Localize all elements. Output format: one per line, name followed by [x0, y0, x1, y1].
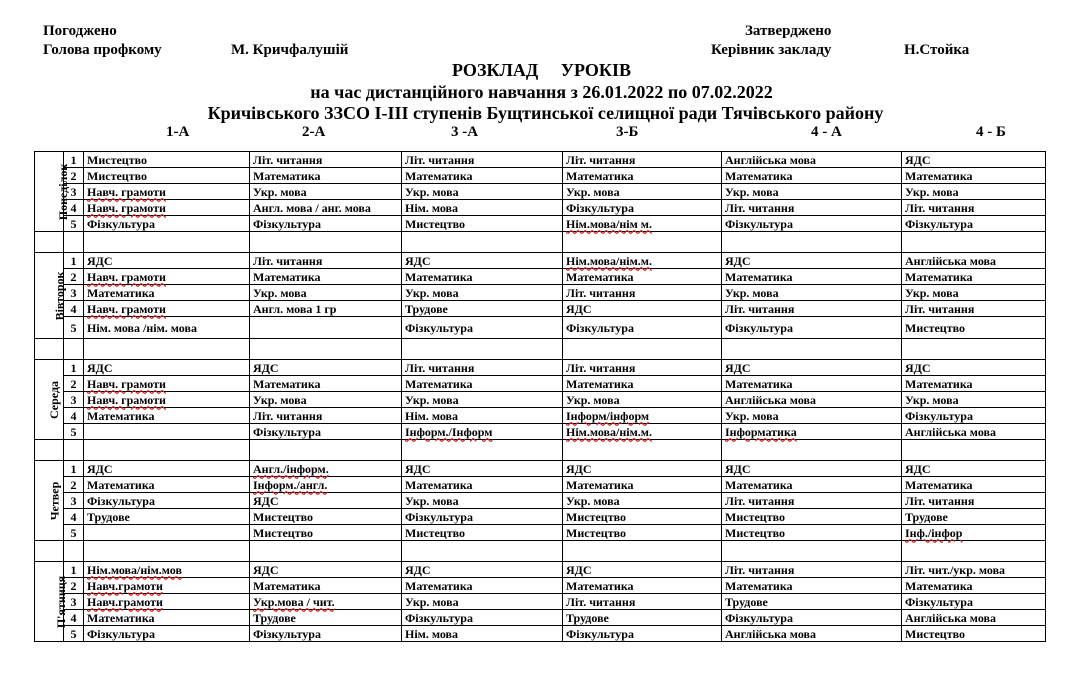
spacer-cell — [84, 541, 250, 562]
subject-cell: Фізкультура — [402, 317, 563, 339]
subject-cell: Навч.грамоти — [84, 594, 250, 610]
lesson-number: 4 — [64, 200, 84, 216]
subject-cell: Літ. читання — [902, 301, 1046, 317]
subject-cell: ЯДС — [563, 562, 722, 578]
subject-cell: Математика — [250, 269, 402, 285]
confirmed-label: Затверджено — [745, 23, 832, 39]
subject-cell: ЯДС — [250, 493, 402, 509]
subject-cell — [84, 525, 250, 541]
lesson-number: 1 — [64, 360, 84, 376]
subject-cell: Літ. читання — [563, 594, 722, 610]
subject-cell: ЯДС — [402, 562, 563, 578]
subject-cell: Інф./інфор — [902, 525, 1046, 541]
class-header-4a: 4 - А — [811, 124, 842, 140]
subject-cell: Нім. мова /нім. мова — [84, 317, 250, 339]
table-row — [35, 216, 1046, 232]
subject-cell: Математика — [722, 477, 902, 493]
subject-cell: Англ./інформ. — [250, 461, 402, 477]
subject-cell: Англійська мова — [902, 610, 1046, 626]
subject-cell: Навч. грамоти — [84, 301, 250, 317]
subject-cell: Укр. мова — [902, 392, 1046, 408]
spacer-cell — [35, 232, 64, 253]
spacer-cell — [563, 440, 722, 461]
subject-cell: Англійська мова — [722, 152, 902, 168]
lesson-number: 3 — [64, 392, 84, 408]
subject-cell: Укр. мова — [563, 184, 722, 200]
subject-cell: Літ. читання — [250, 152, 402, 168]
subject-cell: Фізкультура — [84, 626, 250, 642]
subject-cell: Навч. грамоти — [84, 200, 250, 216]
spacer-cell — [563, 339, 722, 360]
spacer-cell — [250, 232, 402, 253]
subject-cell: Математика — [563, 376, 722, 392]
class-header-4b: 4 - Б — [976, 124, 1006, 140]
class-header-3a: 3 -А — [451, 124, 479, 140]
table-row — [35, 562, 1046, 578]
subject-cell: Фізкультура — [250, 424, 402, 440]
day-label-cell — [35, 360, 64, 440]
subject-cell: Математика — [722, 168, 902, 184]
subject-cell: Нім.мова/нім.м. — [563, 424, 722, 440]
subject-cell: Укр. мова — [250, 285, 402, 301]
subject-cell: Мистецтво — [722, 525, 902, 541]
subject-cell: Математика — [402, 376, 563, 392]
lesson-number: 2 — [64, 269, 84, 285]
table-row — [35, 301, 1046, 317]
subject-cell: Фізкультура — [902, 408, 1046, 424]
table-row — [35, 477, 1046, 493]
lesson-number: 5 — [64, 626, 84, 642]
subject-cell: ЯДС — [563, 301, 722, 317]
subject-cell: ЯДС — [902, 360, 1046, 376]
subject-cell: Літ. читання — [402, 152, 563, 168]
lesson-number: 4 — [64, 509, 84, 525]
subject-cell: Мистецтво — [84, 152, 250, 168]
subject-cell: Фізкультура — [250, 626, 402, 642]
table-row — [35, 376, 1046, 392]
spacer-cell — [64, 440, 84, 461]
subject-cell: Укр. мова — [402, 594, 563, 610]
subject-cell: Фізкультура — [563, 200, 722, 216]
lesson-number: 1 — [64, 461, 84, 477]
subject-cell: Навч. грамоти — [84, 269, 250, 285]
subject-cell: Укр. мова — [902, 184, 1046, 200]
day-label: Понеділок — [56, 163, 71, 220]
confirmed-name: Н.Стойка — [904, 42, 970, 58]
subject-cell: Фізкультура — [563, 317, 722, 339]
lesson-number: 2 — [64, 168, 84, 184]
lesson-number: 2 — [64, 477, 84, 493]
subject-cell: Англійська мова — [722, 392, 902, 408]
subject-cell: Літ. читання — [722, 562, 902, 578]
spacer-cell — [250, 541, 402, 562]
subject-cell: Укр.мова / чит. — [250, 594, 402, 610]
class-header-3b: 3-Б — [616, 124, 639, 140]
approved-label: Погоджено — [43, 23, 117, 39]
spacer-cell — [35, 440, 64, 461]
subject-cell: Мистецтво — [563, 509, 722, 525]
subject-cell: Математика — [250, 376, 402, 392]
subject-cell: Математика — [902, 168, 1046, 184]
page-subtitle: на час дистанційного навчання з 26.01.2022 по 07.02.2022 — [310, 82, 773, 102]
subject-cell: Математика — [563, 477, 722, 493]
subject-cell: Трудове — [402, 301, 563, 317]
subject-cell: Фізкультура — [84, 493, 250, 509]
spacer-cell — [35, 339, 64, 360]
spacer-cell — [902, 541, 1046, 562]
subject-cell: Інформ/інформ — [563, 408, 722, 424]
lesson-number: 1 — [64, 562, 84, 578]
subject-cell: ЯДС — [722, 461, 902, 477]
schedule-table — [34, 151, 1046, 642]
subject-cell: Укр. мова — [902, 285, 1046, 301]
subject-cell: Нім.мова/нім.мов — [84, 562, 250, 578]
subject-cell: Укр. мова — [250, 392, 402, 408]
class-header-2a: 2-А — [302, 124, 326, 140]
spacer-row — [35, 541, 1046, 562]
subject-cell: Мистецтво — [250, 525, 402, 541]
subject-cell: Математика — [902, 376, 1046, 392]
subject-cell: Фізкультура — [902, 594, 1046, 610]
lesson-number: 3 — [64, 594, 84, 610]
subject-cell: Мистецтво — [402, 216, 563, 232]
subject-cell: Укр. мова — [722, 285, 902, 301]
table-row — [35, 253, 1046, 269]
subject-cell: Трудове — [84, 509, 250, 525]
subject-cell: Мистецтво — [402, 525, 563, 541]
subject-cell: Інформ./англ. — [250, 477, 402, 493]
page-title: РОЗКЛАД УРОКІВ — [452, 60, 631, 80]
subject-cell: Англ. мова / анг. мова — [250, 200, 402, 216]
subject-cell: Укр. мова — [722, 408, 902, 424]
subject-cell: Англ. мова 1 гр — [250, 301, 402, 317]
spacer-cell — [250, 339, 402, 360]
day-label: Четвер — [47, 481, 62, 520]
subject-cell: Навч.грамоти — [84, 578, 250, 594]
subject-cell: Фізкультура — [722, 216, 902, 232]
subject-cell: ЯДС — [722, 360, 902, 376]
table-row — [35, 461, 1046, 477]
subject-cell: Мистецтво — [563, 525, 722, 541]
table-row — [35, 285, 1046, 301]
subject-cell: Математика — [402, 168, 563, 184]
day-label: Середа — [47, 380, 62, 419]
table-row — [35, 610, 1046, 626]
subject-cell: Укр. мова — [563, 392, 722, 408]
subject-cell: Мистецтво — [902, 626, 1046, 642]
spacer-row — [35, 440, 1046, 461]
table-row — [35, 509, 1046, 525]
subject-cell: Навч. грамоти — [84, 376, 250, 392]
subject-cell: ЯДС — [902, 152, 1046, 168]
subject-cell: Математика — [902, 269, 1046, 285]
table-row — [35, 168, 1046, 184]
subject-cell: Математика — [402, 477, 563, 493]
subject-cell: Літ. читання — [722, 493, 902, 509]
day-label: Вівторок — [52, 271, 67, 320]
subject-cell: Математика — [563, 269, 722, 285]
subject-cell: ЯДС — [722, 253, 902, 269]
subject-cell: Фізкультура — [902, 216, 1046, 232]
subject-cell: Математика — [402, 269, 563, 285]
subject-cell: Укр. мова — [402, 493, 563, 509]
day-label-cell — [35, 152, 71, 232]
table-row — [35, 152, 1046, 168]
subject-cell: Нім.мова/нім м. — [563, 216, 722, 232]
table-row — [35, 424, 1046, 440]
spacer-cell — [84, 232, 250, 253]
subject-cell: ЯДС — [250, 562, 402, 578]
table-row — [35, 360, 1046, 376]
table-row — [35, 392, 1046, 408]
lesson-number: 1 — [64, 152, 84, 168]
lesson-number: 5 — [64, 317, 84, 339]
subject-cell: Математика — [722, 269, 902, 285]
approved-name: М. Кричфалушій — [231, 42, 349, 58]
subject-cell: Математика — [84, 408, 250, 424]
subject-cell: Літ. читання — [250, 408, 402, 424]
subject-cell: ЯДС — [84, 461, 250, 477]
table-row — [35, 525, 1046, 541]
spacer-cell — [902, 232, 1046, 253]
subject-cell: Трудове — [250, 610, 402, 626]
subject-cell: ЯДС — [84, 253, 250, 269]
spacer-cell — [402, 339, 563, 360]
lesson-number: 5 — [64, 216, 84, 232]
subject-cell: Нім.мова/нім.м. — [563, 253, 722, 269]
subject-cell: Фізкультура — [250, 216, 402, 232]
subject-cell: Фізкультура — [722, 317, 902, 339]
subject-cell: ЯДС — [563, 461, 722, 477]
spacer-cell — [35, 541, 64, 562]
subject-cell: Математика — [84, 285, 250, 301]
subject-cell: Математика — [84, 610, 250, 626]
confirmed-role: Керівник закладу — [711, 42, 832, 58]
spacer-cell — [563, 232, 722, 253]
subject-cell: ЯДС — [402, 461, 563, 477]
subject-cell: ЯДС — [84, 360, 250, 376]
subject-cell: Нім. мова — [402, 408, 563, 424]
spacer-cell — [64, 232, 84, 253]
subject-cell: Математика — [722, 376, 902, 392]
day-label-cell — [35, 253, 67, 339]
subject-cell: Нім. мова — [402, 200, 563, 216]
day-label-cell — [35, 461, 64, 541]
class-header-1a: 1-А — [166, 124, 190, 140]
spacer-cell — [722, 339, 902, 360]
approved-role: Голова профкому — [43, 42, 162, 58]
subject-cell: Мистецтво — [722, 509, 902, 525]
subject-cell: Трудове — [902, 509, 1046, 525]
table-row — [35, 493, 1046, 509]
subject-cell: Літ. читання — [563, 285, 722, 301]
lesson-number: 3 — [64, 285, 84, 301]
subject-cell: Мистецтво — [250, 509, 402, 525]
subject-cell: Укр. мова — [402, 392, 563, 408]
table-row — [35, 578, 1046, 594]
subject-cell: Математика — [563, 578, 722, 594]
subject-cell: Літ. читання — [902, 200, 1046, 216]
subject-cell: Укр. мова — [250, 184, 402, 200]
table-row — [35, 626, 1046, 642]
subject-cell: Літ. читання — [563, 360, 722, 376]
subject-cell: Укр. мова — [402, 285, 563, 301]
subject-cell: Англійська мова — [722, 626, 902, 642]
subject-cell: Інформ./Інформ — [402, 424, 563, 440]
subject-cell: Інформатика — [722, 424, 902, 440]
spacer-cell — [722, 232, 902, 253]
spacer-cell — [250, 440, 402, 461]
subject-cell: Трудове — [563, 610, 722, 626]
table-row — [35, 408, 1046, 424]
subject-cell — [250, 317, 402, 339]
subject-cell: ЯДС — [902, 461, 1046, 477]
lesson-number: 3 — [64, 184, 84, 200]
subject-cell: Фізкультура — [722, 610, 902, 626]
day-label: П'ятниця — [54, 575, 69, 628]
school-name: Кричівського ЗЗСО І-ІІІ ступенів Бущтинської селищної ради Тячівського району — [207, 103, 884, 123]
subject-cell: Нім. мова — [402, 626, 563, 642]
spacer-cell — [722, 440, 902, 461]
subject-cell: Літ. читання — [902, 493, 1046, 509]
subject-cell: ЯДС — [250, 360, 402, 376]
spacer-cell — [402, 541, 563, 562]
lesson-number: 2 — [64, 578, 84, 594]
spacer-cell — [84, 339, 250, 360]
subject-cell: Англійська мова — [902, 253, 1046, 269]
spacer-cell — [563, 541, 722, 562]
table-row — [35, 317, 1046, 339]
subject-cell: Математика — [563, 168, 722, 184]
spacer-cell — [902, 339, 1046, 360]
subject-cell: Фізкультура — [84, 216, 250, 232]
table-row — [35, 269, 1046, 285]
subject-cell: Математика — [84, 477, 250, 493]
subject-cell: Математика — [902, 578, 1046, 594]
lesson-number: 4 — [64, 610, 84, 626]
spacer-cell — [64, 339, 84, 360]
spacer-cell — [402, 232, 563, 253]
subject-cell: Літ. читання — [402, 360, 563, 376]
subject-cell: Літ. читання — [722, 200, 902, 216]
subject-cell — [84, 424, 250, 440]
table-row — [35, 200, 1046, 216]
subject-cell: Укр. мова — [563, 493, 722, 509]
subject-cell: Мистецтво — [902, 317, 1046, 339]
spacer-row — [35, 232, 1046, 253]
lesson-number: 4 — [64, 408, 84, 424]
subject-cell: ЯДС — [402, 253, 563, 269]
subject-cell: Літ. читання — [563, 152, 722, 168]
lesson-number: 5 — [64, 424, 84, 440]
day-label-cell — [35, 562, 69, 642]
spacer-cell — [902, 440, 1046, 461]
subject-cell: Літ. читання — [722, 301, 902, 317]
subject-cell: Мистецтво — [84, 168, 250, 184]
spacer-cell — [64, 541, 84, 562]
subject-cell: Укр. мова — [402, 184, 563, 200]
subject-cell: Математика — [402, 578, 563, 594]
subject-cell: Англійська мова — [902, 424, 1046, 440]
spacer-cell — [402, 440, 563, 461]
table-row — [35, 594, 1046, 610]
subject-cell: Фізкультура — [402, 610, 563, 626]
subject-cell: Навч. грамоти — [84, 392, 250, 408]
subject-cell: Навч. грамоти — [84, 184, 250, 200]
subject-cell: Математика — [250, 168, 402, 184]
lesson-number: 3 — [64, 493, 84, 509]
lesson-number: 5 — [64, 525, 84, 541]
subject-cell: Укр. мова — [722, 184, 902, 200]
lesson-number: 2 — [64, 376, 84, 392]
subject-cell: Математика — [250, 578, 402, 594]
lesson-number: 1 — [64, 253, 84, 269]
lesson-number: 4 — [64, 301, 84, 317]
table-row — [35, 184, 1046, 200]
subject-cell: Математика — [722, 578, 902, 594]
subject-cell: Фізкультура — [402, 509, 563, 525]
subject-cell: Трудове — [722, 594, 902, 610]
subject-cell: Літ. читання — [250, 253, 402, 269]
subject-cell: Математика — [902, 477, 1046, 493]
spacer-cell — [722, 541, 902, 562]
subject-cell: Літ. чит./укр. мова — [902, 562, 1046, 578]
subject-cell: Фізкультура — [563, 626, 722, 642]
spacer-cell — [84, 440, 250, 461]
spacer-row — [35, 339, 1046, 360]
